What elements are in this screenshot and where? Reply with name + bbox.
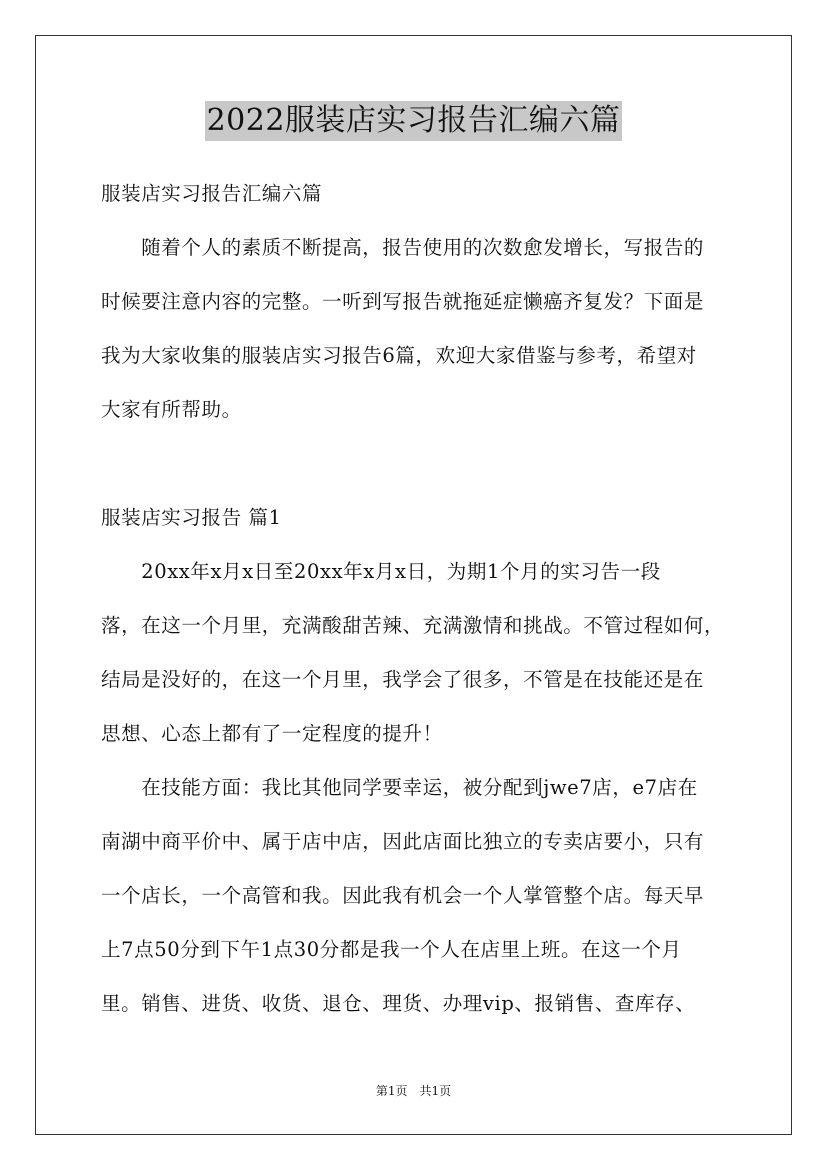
- body-line: 时候要注意内容的完整。一听到写报告就拖延症懒癌齐复发？下面是: [101, 290, 705, 313]
- document-title: 2022服装店实习报告汇编六篇: [205, 101, 623, 141]
- body-line: 上7点50分到下午1点30分都是我一个人在店里上班。在这一个月: [101, 938, 682, 961]
- body-line: 里。销售、进货、收货、退仓、理货、办理vip、报销售、查库存、: [101, 992, 696, 1015]
- subtitle-line: 服装店实习报告汇编六篇: [101, 182, 323, 205]
- page-footer: 第1页 共1页: [375, 1084, 452, 1098]
- body-line: 我为大家收集的服装店实习报告6篇，欢迎大家借鉴与参考，希望对: [101, 344, 697, 367]
- section-heading: 服装店实习报告 篇1: [101, 506, 282, 529]
- body-line: 南湖中商平价中、属于店中店，因此店面比独立的专卖店要小，只有: [101, 830, 705, 853]
- body-line: 结局是没好的，在这一个月里，我学会了很多，不管是在技能还是在: [101, 668, 705, 691]
- body-line: 思想、心态上都有了一定程度的提升！: [101, 722, 443, 745]
- body-line: 落，在这一个月里，充满酸甜苦辣、充满激情和挑战。不管过程如何，: [101, 614, 725, 637]
- body-line: 在技能方面：我比其他同学要幸运，被分配到jwe7店，e7店在: [101, 776, 698, 799]
- body-line: 随着个人的素质不断提高，报告使用的次数愈发增长，写报告的: [101, 236, 705, 259]
- body-line: 大家有所帮助。: [101, 398, 242, 421]
- body-line: 一个店长，一个高管和我。因此我有机会一个人掌管整个店。每天早: [101, 884, 705, 907]
- title-container: [0, 101, 827, 141]
- body-line: 20xx年x月x日至20xx年x月x日，为期1个月的实习告一段: [101, 560, 661, 583]
